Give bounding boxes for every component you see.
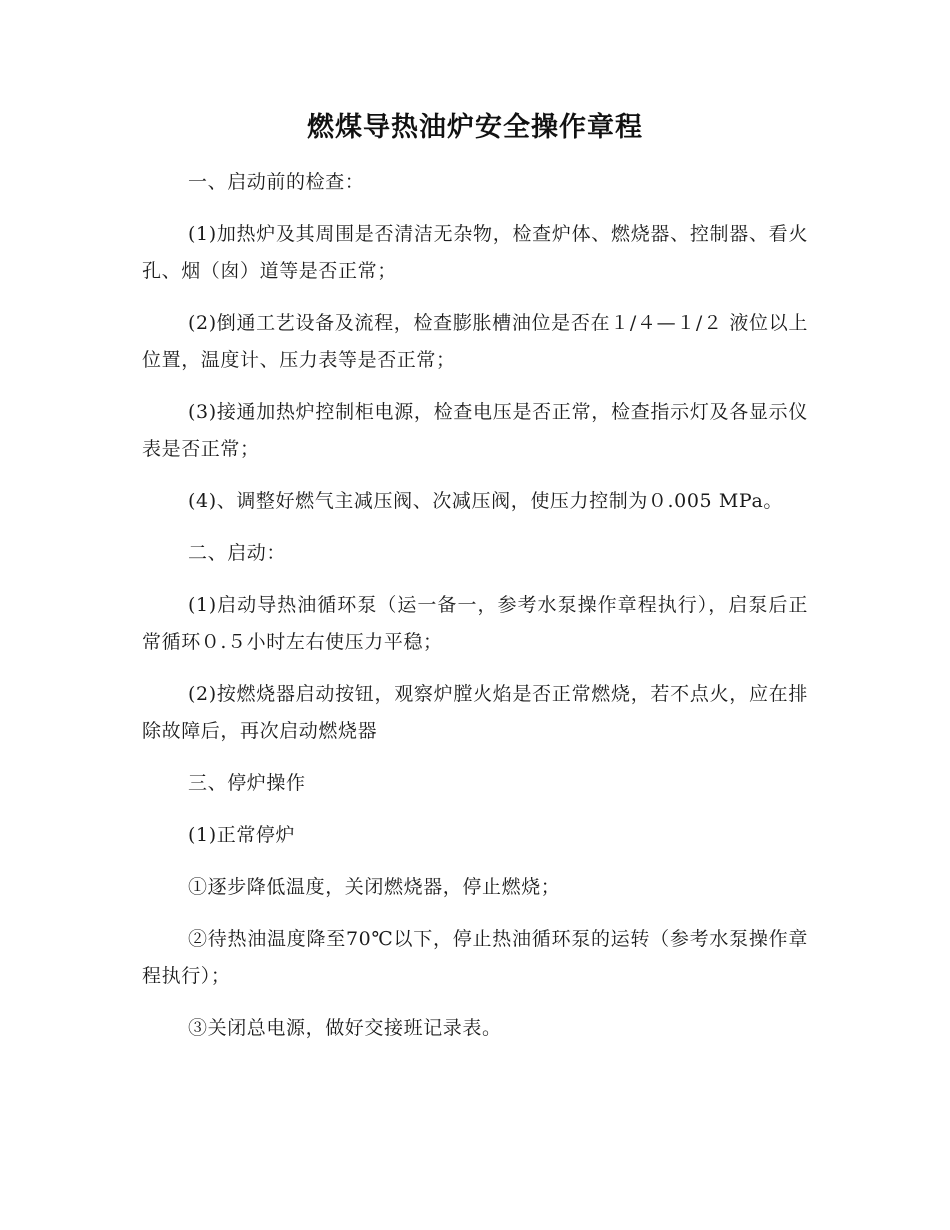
step-lower-temperature: ①逐步降低温度，关闭燃烧器，停止燃烧； (188, 876, 561, 898)
paragraph-check-expansion-tank: (2)倒通工艺设备及流程，检查膨胀槽油位是否在１/４—１/２ 液位以上位置，温度计、压力表等是否正常； (142, 312, 808, 371)
paragraph-start-circulation-pump: (1)启动导热油循环泵（运一备一，参考水泵操作章程执行），启泵后正常循环０.５小时左右使压力平稳； (142, 594, 808, 653)
section-heading-pre-start-check: 一、启动前的检查： (188, 171, 365, 193)
paragraph-start-burner: (2)按燃烧器启动按钮，观察炉膛火焰是否正常燃烧，若不点火，应在排除故障后，再次启动燃烧器 (142, 683, 808, 742)
paragraph-adjust-pressure-valves: (4)、调整好燃气主减压阀、次减压阀，使压力控制为０.005 MPa。 (188, 490, 783, 512)
document-body (142, 164, 808, 1062)
paragraph-check-control-cabinet: (3)接通加热炉控制柜电源，检查电压是否正常，检查指示灯及各显示仪表是否正常； (142, 401, 808, 460)
step-stop-circulation-pump: ②待热油温度降至70℃以下，停止热油循环泵的运转（参考水泵操作章程执行）； (142, 928, 808, 987)
subheading-normal-shutdown: (1)正常停炉 (188, 824, 296, 846)
section-heading-start: 二、启动： (188, 542, 287, 564)
paragraph-check-furnace-area: (1)加热炉及其周围是否清洁无杂物，检查炉体、燃烧器、控制器、看火孔、烟（囱）道等是否正常； (142, 223, 808, 282)
step-power-off-record: ③关闭总电源，做好交接班记录表。 (188, 1017, 502, 1039)
document-title: 燃煤导热油炉安全操作章程 (307, 112, 643, 143)
section-heading-shutdown: 三、停炉操作 (188, 772, 306, 794)
